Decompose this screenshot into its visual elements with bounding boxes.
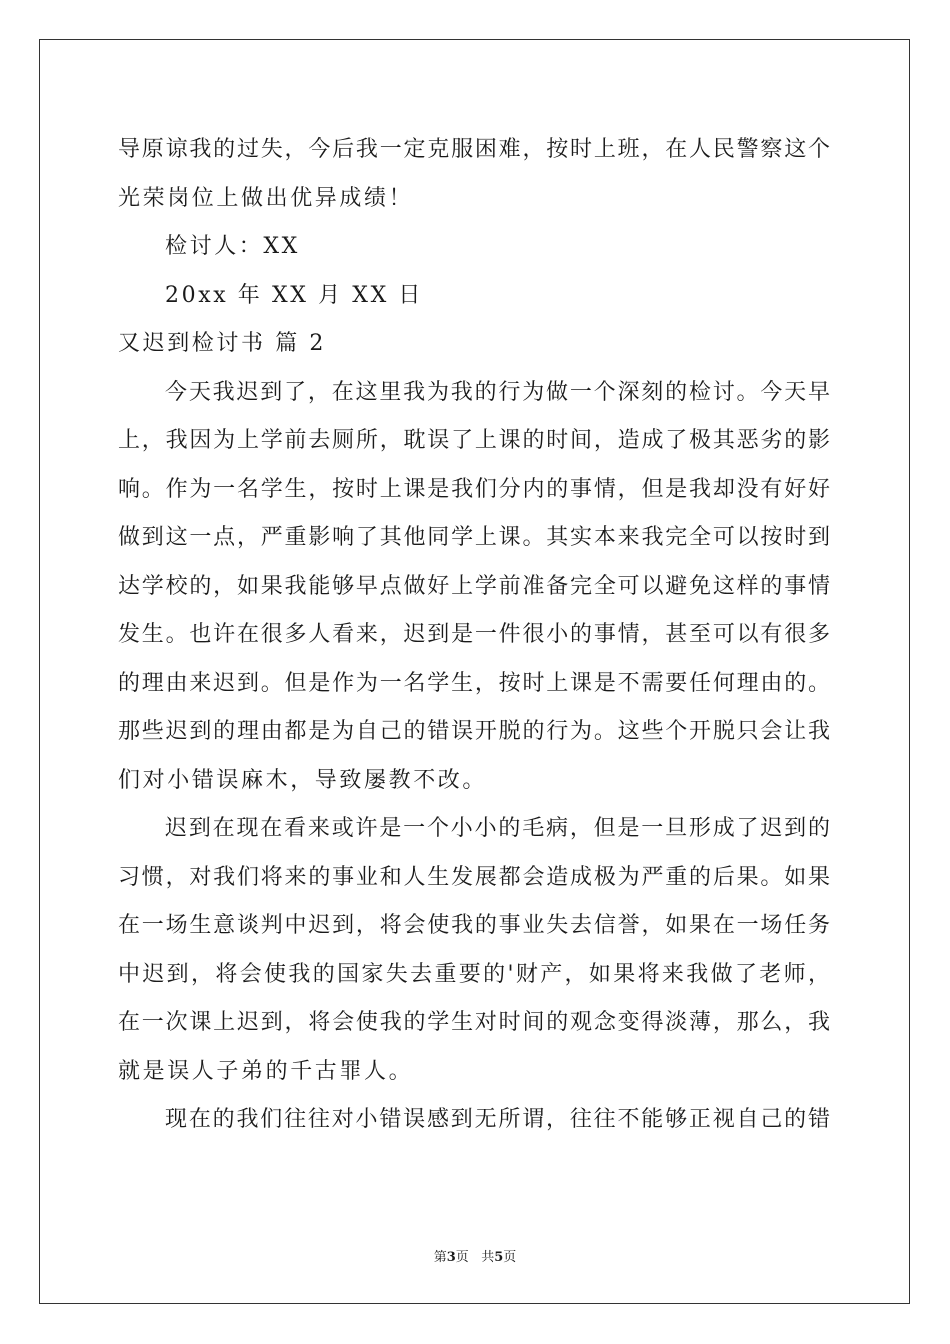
section-heading: 又迟到检讨书 篇 2 — [118, 331, 326, 356]
paragraph-line: 迟到在现在看来或许是一个小小的毛病，但是一旦形成了迟到的 — [165, 816, 830, 841]
paragraph-line: 今天我迟到了，在这里我为我的行为做一个深刻的检讨。今天早 — [165, 379, 830, 405]
paragraph-line: 在一次课上迟到，将会使我的学生对时间的观念变得淡薄，那么，我 — [118, 1010, 830, 1035]
paragraph-line: 达学校的，如果我能够早点做好上学前准备完全可以避免这样的事情 — [118, 573, 830, 599]
paragraph-line: 就是误人子弟的千古罪人。 — [118, 1058, 414, 1084]
date-line: 20xx 年 XX 月 XX 日 — [165, 282, 424, 308]
page-footer — [0, 1248, 950, 1268]
paragraph-line: 习惯，对我们将来的事业和人生发展都会造成极为严重的后果。如果 — [118, 864, 830, 890]
paragraph-line: 做到这一点，严重影响了其他同学上课。其实本来我完全可以按时到 — [118, 525, 830, 550]
paragraph-line: 导原谅我的过失，今后我一定克服困难，按时上班，在人民警察这个 — [118, 137, 830, 162]
paragraph-line: 上，我因为上学前去厕所，耽误了上课的时间，造成了极其恶劣的影 — [118, 428, 830, 453]
document-body — [118, 126, 830, 1145]
signature-line: 检讨人：XX — [165, 234, 300, 259]
page-current: 3 — [446, 1250, 456, 1265]
paragraph-line: 响。作为一名学生，按时上课是我们分内的事情，但是我却没有好好 — [118, 476, 830, 502]
paragraph-line: 光荣岗位上做出优异成绩！ — [118, 185, 414, 211]
paragraph-line: 那些迟到的理由都是为自己的错误开脱的行为。这些个开脱只会让我 — [118, 719, 830, 744]
page-prefix: 第 — [433, 1250, 447, 1265]
page-suffix: 页 — [503, 1250, 517, 1265]
paragraph-line: 在一场生意谈判中迟到，将会使我的事业失去信誉，如果在一场任务 — [118, 913, 830, 938]
page-mid: 页 共 — [455, 1250, 495, 1265]
paragraph-line: 中迟到，将会使我的国家失去重要的'财产，如果将来我做了老师， — [118, 961, 830, 987]
paragraph-line: 们对小错误麻木，导致屡教不改。 — [118, 767, 488, 793]
paragraph-line: 发生。也许在很多人看来，迟到是一件很小的事情，甚至可以有很多 — [118, 622, 830, 647]
page-total: 5 — [494, 1250, 504, 1265]
paragraph-line: 的理由来迟到。但是作为一名学生，按时上课是不需要任何理由的。 — [118, 670, 830, 696]
paragraph-line: 现在的我们往往对小错误感到无所谓，往往不能够正视自己的错 — [165, 1107, 830, 1132]
